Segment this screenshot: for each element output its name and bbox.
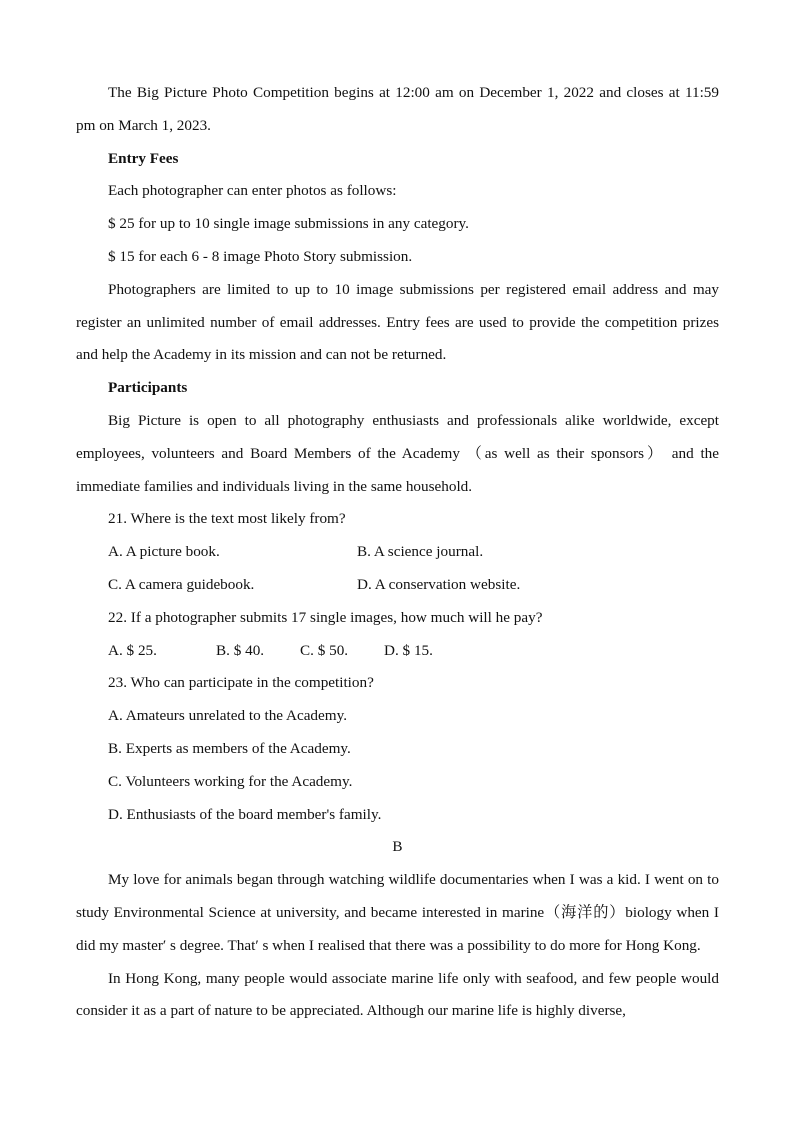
participants-paragraph: Big Picture is open to all photography enthusiasts and professionals alike worldwide, except employees, volunteers and Board Members of the Academy （as well as their sponsors） and the immediate families and individuals living in the same household. [76,411,719,495]
entry-fees-line: $ 15 for each 6 - 8 image Photo Story submission. [108,247,413,265]
question-21-option-b: B. A science journal. [357,543,484,561]
question-23-stem: 23. Who can participate in the competition? [108,674,374,692]
entry-fees-line: $ 25 for up to 10 single image submissions in any category. [108,215,469,233]
participants-heading: Participants [108,379,188,397]
entry-fees-line: Each photographer can enter photos as follows: [108,182,397,200]
intro-paragraph: The Big Picture Photo Competition begins at 12:00 am on December 1, 2022 and closes at 11:59 pm on March 1, 2023. [76,84,719,134]
question-22-option-d: D. $ 15. [384,641,433,659]
question-21-option-d: D. A conservation website. [357,575,521,593]
limits-paragraph: Photographers are limited to up to 10 image submissions per registered email address and may register an unlimited number of email addresses. Entry fees are used to provide the competition prizes and help the Academy in its mission and can not be returned. [76,280,719,364]
question-22-option-b: B. $ 40. [216,641,265,659]
document-page [76,77,719,1028]
question-23-option-a: A. Amateurs unrelated to the Academy. [108,707,347,725]
passage-b-paragraph-2: In Hong Kong, many people would associate marine life only with seafood, and few people would consider it as a part of nature to be appreciated. Although our marine life is highly diverse, [76,969,719,1020]
question-22-options-row [76,635,719,668]
question-22-stem: 22. If a photographer submits 17 single images, how much will he pay? [108,608,543,626]
question-23-option-d: D. Enthusiasts of the board member's family. [108,805,382,823]
question-23-option-b: B. Experts as members of the Academy. [108,739,351,757]
question-21-options-row [76,536,719,569]
question-23-option-c: C. Volunteers working for the Academy. [108,772,353,790]
passage-b-paragraph-1: My love for animals began through watching wildlife documentaries when I was a kid. I went on to study Environmental Science at university, and became interested in marine（海洋的）biology when I did my master′ s degree. That′ s when I realised that there was a possibility to do more for Hong Kong. [76,871,719,954]
question-21-options-row [76,569,719,602]
entry-fees-heading: Entry Fees [108,149,179,167]
question-22-option-c: C. $ 50. [300,641,349,659]
question-22-option-a: A. $ 25. [108,641,157,659]
question-21-option-a: A. A picture book. [108,543,220,561]
passage-b-label: B [392,838,403,856]
question-21-option-c: C. A camera guidebook. [108,575,255,593]
question-21-stem: 21. Where is the text most likely from? [108,510,346,528]
